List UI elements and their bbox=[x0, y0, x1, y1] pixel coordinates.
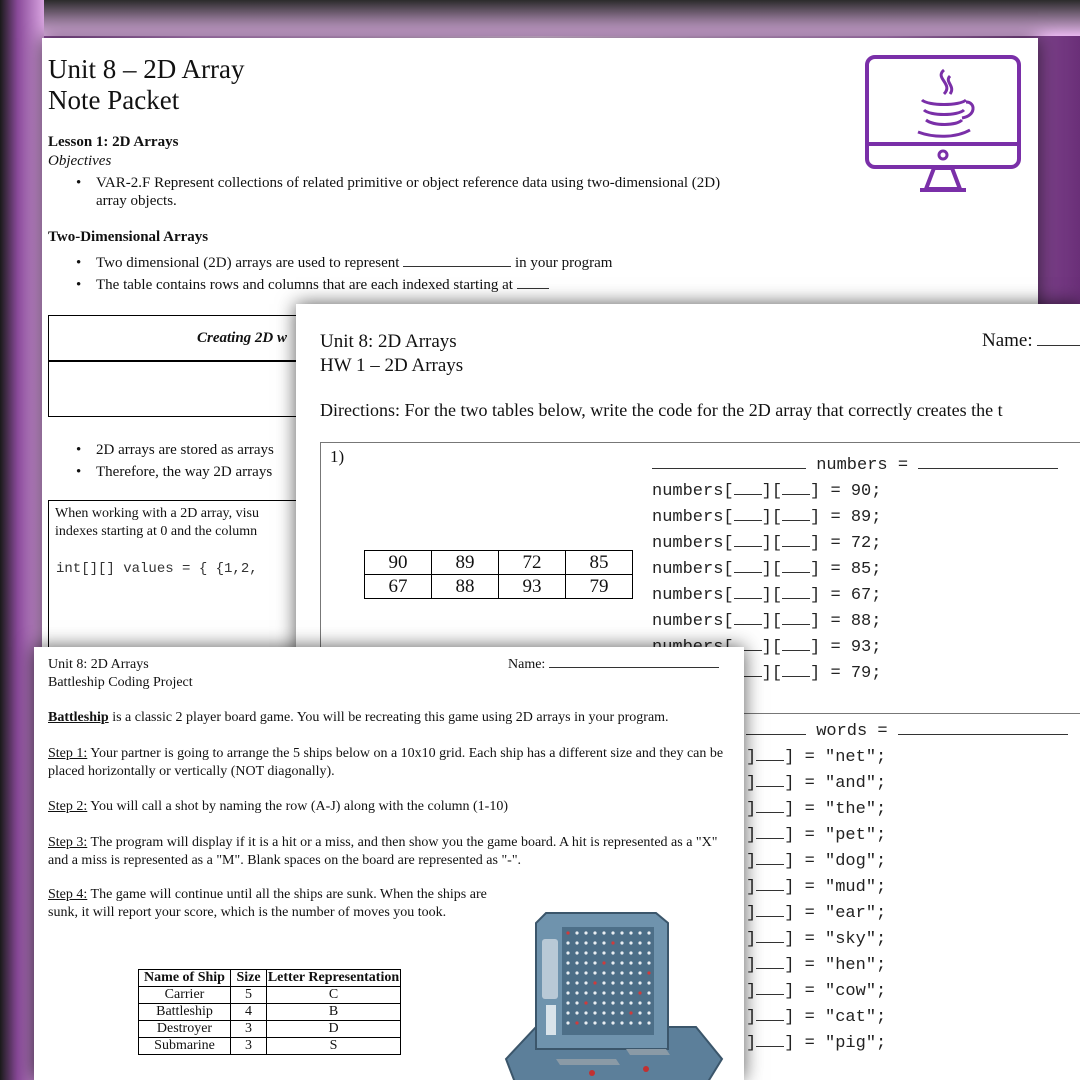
name-blank bbox=[1037, 345, 1080, 346]
words-assignment-line: ] ] = "and"; bbox=[746, 774, 887, 793]
table-row: Carrier 5 C bbox=[139, 987, 401, 1004]
numbers-assignment-line: numbers[ ][ ] = 72; bbox=[652, 534, 882, 553]
table-row: Submarine 3 S bbox=[139, 1038, 401, 1055]
battleship-intro: Battleship is a classic 2 player board game. You will be recreating this game using 2D arrays in your program. bbox=[48, 710, 669, 725]
column-header: Size bbox=[231, 970, 267, 987]
words-assignment-line: ] ] = "cat"; bbox=[746, 1008, 887, 1027]
table-cell: 93 bbox=[499, 575, 566, 599]
hw1-name-field: Name: bbox=[982, 330, 1080, 352]
java-monitor-icon bbox=[864, 54, 1022, 194]
numbers-assignment-line: numbers[ ][ ] = 90; bbox=[652, 482, 882, 501]
section-heading: Two-Dimensional Arrays bbox=[48, 229, 209, 245]
table-cell: 79 bbox=[566, 575, 633, 599]
table-divider bbox=[48, 360, 308, 362]
table-cell: 85 bbox=[566, 551, 633, 575]
numbers-assignment-line: ][ ] = 93; bbox=[652, 638, 881, 657]
note-text: When working with a 2D array, visu indexes starting at 0 and the column bbox=[55, 506, 259, 539]
step-4: Step 4: The game will continue until all the ships are sunk. When the ships are sunk, it will report your score, which is the number of moves you took. bbox=[48, 887, 487, 920]
table-cell: 67 bbox=[365, 575, 432, 599]
words-assignment-line: ] ] = "net"; bbox=[746, 748, 887, 767]
hw1-title-line-2: HW 1 – 2D Arrays bbox=[320, 355, 464, 376]
table-row bbox=[365, 575, 633, 599]
table-cell: 90 bbox=[365, 551, 432, 575]
bullet-stored-as-arrays: • 2D arrays are stored as arrays bbox=[48, 441, 274, 459]
numbers-assignment-line: numbers[ ][ ] = 67; bbox=[652, 586, 882, 605]
ships-table bbox=[138, 969, 401, 1055]
objective-item: • VAR-2.F Represent collections of related primitive or object reference data using two-dimensional (2D) array objects. bbox=[48, 174, 808, 210]
numbers-table bbox=[364, 550, 633, 599]
numbers-assignment-line: numbers[ ][ ] = 89; bbox=[652, 508, 882, 527]
words-assignment-line: ] ] = "the"; bbox=[746, 800, 887, 819]
words-declaration: words = bbox=[746, 722, 1068, 741]
bullet-therefore: • Therefore, the way 2D arrays bbox=[48, 463, 272, 481]
step-2: Step 2: You will call a shot by naming the row (A-J) along with the column (1-10) bbox=[48, 799, 508, 814]
battleship-page bbox=[34, 647, 744, 1080]
name-blank bbox=[549, 667, 719, 668]
bullet-table-indexed: • The table contains rows and columns that are each indexed starting at bbox=[48, 276, 549, 294]
hw1-title-line-1: Unit 8: 2D Arrays bbox=[320, 331, 457, 352]
table-row bbox=[365, 551, 633, 575]
words-assignment-line: ] ] = "hen"; bbox=[746, 956, 887, 975]
words-assignment-line: ] ] = "pig"; bbox=[746, 1034, 887, 1053]
background-top bbox=[0, 0, 1080, 36]
step-3: Step 3: The program will display if it is a hit or a miss, and then show you the game board. A hit is represented as a "X" and a miss is represented as a "M". Blank spaces on the board are represented as "-". bbox=[48, 835, 718, 868]
column-header: Letter Representation bbox=[267, 970, 400, 985]
table-cell: 89 bbox=[432, 551, 499, 575]
question-1-number: 1) bbox=[330, 447, 345, 466]
table-header-row bbox=[139, 970, 401, 987]
objectives-label: Objectives bbox=[48, 153, 112, 169]
words-assignment-line: ] ] = "pet"; bbox=[746, 826, 887, 845]
code-snippet: int[][] values = { {1,2, bbox=[56, 561, 258, 577]
title-line-1: Unit 8 – 2D Array bbox=[48, 54, 245, 84]
table-cell: 72 bbox=[499, 551, 566, 575]
table-cell: 88 bbox=[432, 575, 499, 599]
numbers-assignment-line: ][ ] = 79; bbox=[652, 664, 881, 683]
column-header: Name of Ship bbox=[139, 970, 231, 987]
words-assignment-line: ] ] = "dog"; bbox=[746, 852, 887, 871]
bullet-2d-arrays-represent: • Two dimensional (2D) arrays are used to represent in your program bbox=[48, 254, 612, 272]
hw1-directions: Directions: For the two tables below, write the code for the 2D array that correctly creates the t bbox=[320, 400, 1003, 420]
words-assignment-line: ] ] = "sky"; bbox=[746, 930, 887, 949]
words-assignment-line: ] ] = "mud"; bbox=[746, 878, 887, 897]
title-line-2: Note Packet bbox=[48, 85, 180, 115]
battleship-game-image bbox=[496, 909, 726, 1080]
fill-in-blank bbox=[517, 288, 549, 289]
hw1-title bbox=[320, 330, 463, 378]
lesson-heading: Lesson 1: 2D Arrays bbox=[48, 134, 179, 150]
numbers-assignment-line: numbers[ ][ ] = 85; bbox=[652, 560, 882, 579]
step-1: Step 1: Your partner is going to arrange the 5 ships below on a 10x10 grid. Each ship has a different size and they can be placed horizontally or vertically (NOT diagonally). bbox=[48, 746, 724, 779]
table-row: Battleship 4 B bbox=[139, 1004, 401, 1021]
creating-2d-heading: Creating 2D w bbox=[197, 330, 288, 346]
numbers-assignment-line: numbers[ ][ ] = 88; bbox=[652, 612, 882, 631]
battleship-name-field: Name: bbox=[508, 656, 719, 674]
words-assignment-line: ] ] = "cow"; bbox=[746, 982, 887, 1001]
fill-in-blank bbox=[403, 266, 511, 267]
numbers-declaration: numbers = bbox=[652, 456, 1058, 475]
words-assignment-line: ] ] = "ear"; bbox=[746, 904, 887, 923]
battleship-title: Unit 8: 2D Arrays Battleship Coding Project bbox=[48, 657, 193, 690]
table-row: Destroyer 3 D bbox=[139, 1021, 401, 1038]
note-packet-title bbox=[48, 54, 244, 116]
